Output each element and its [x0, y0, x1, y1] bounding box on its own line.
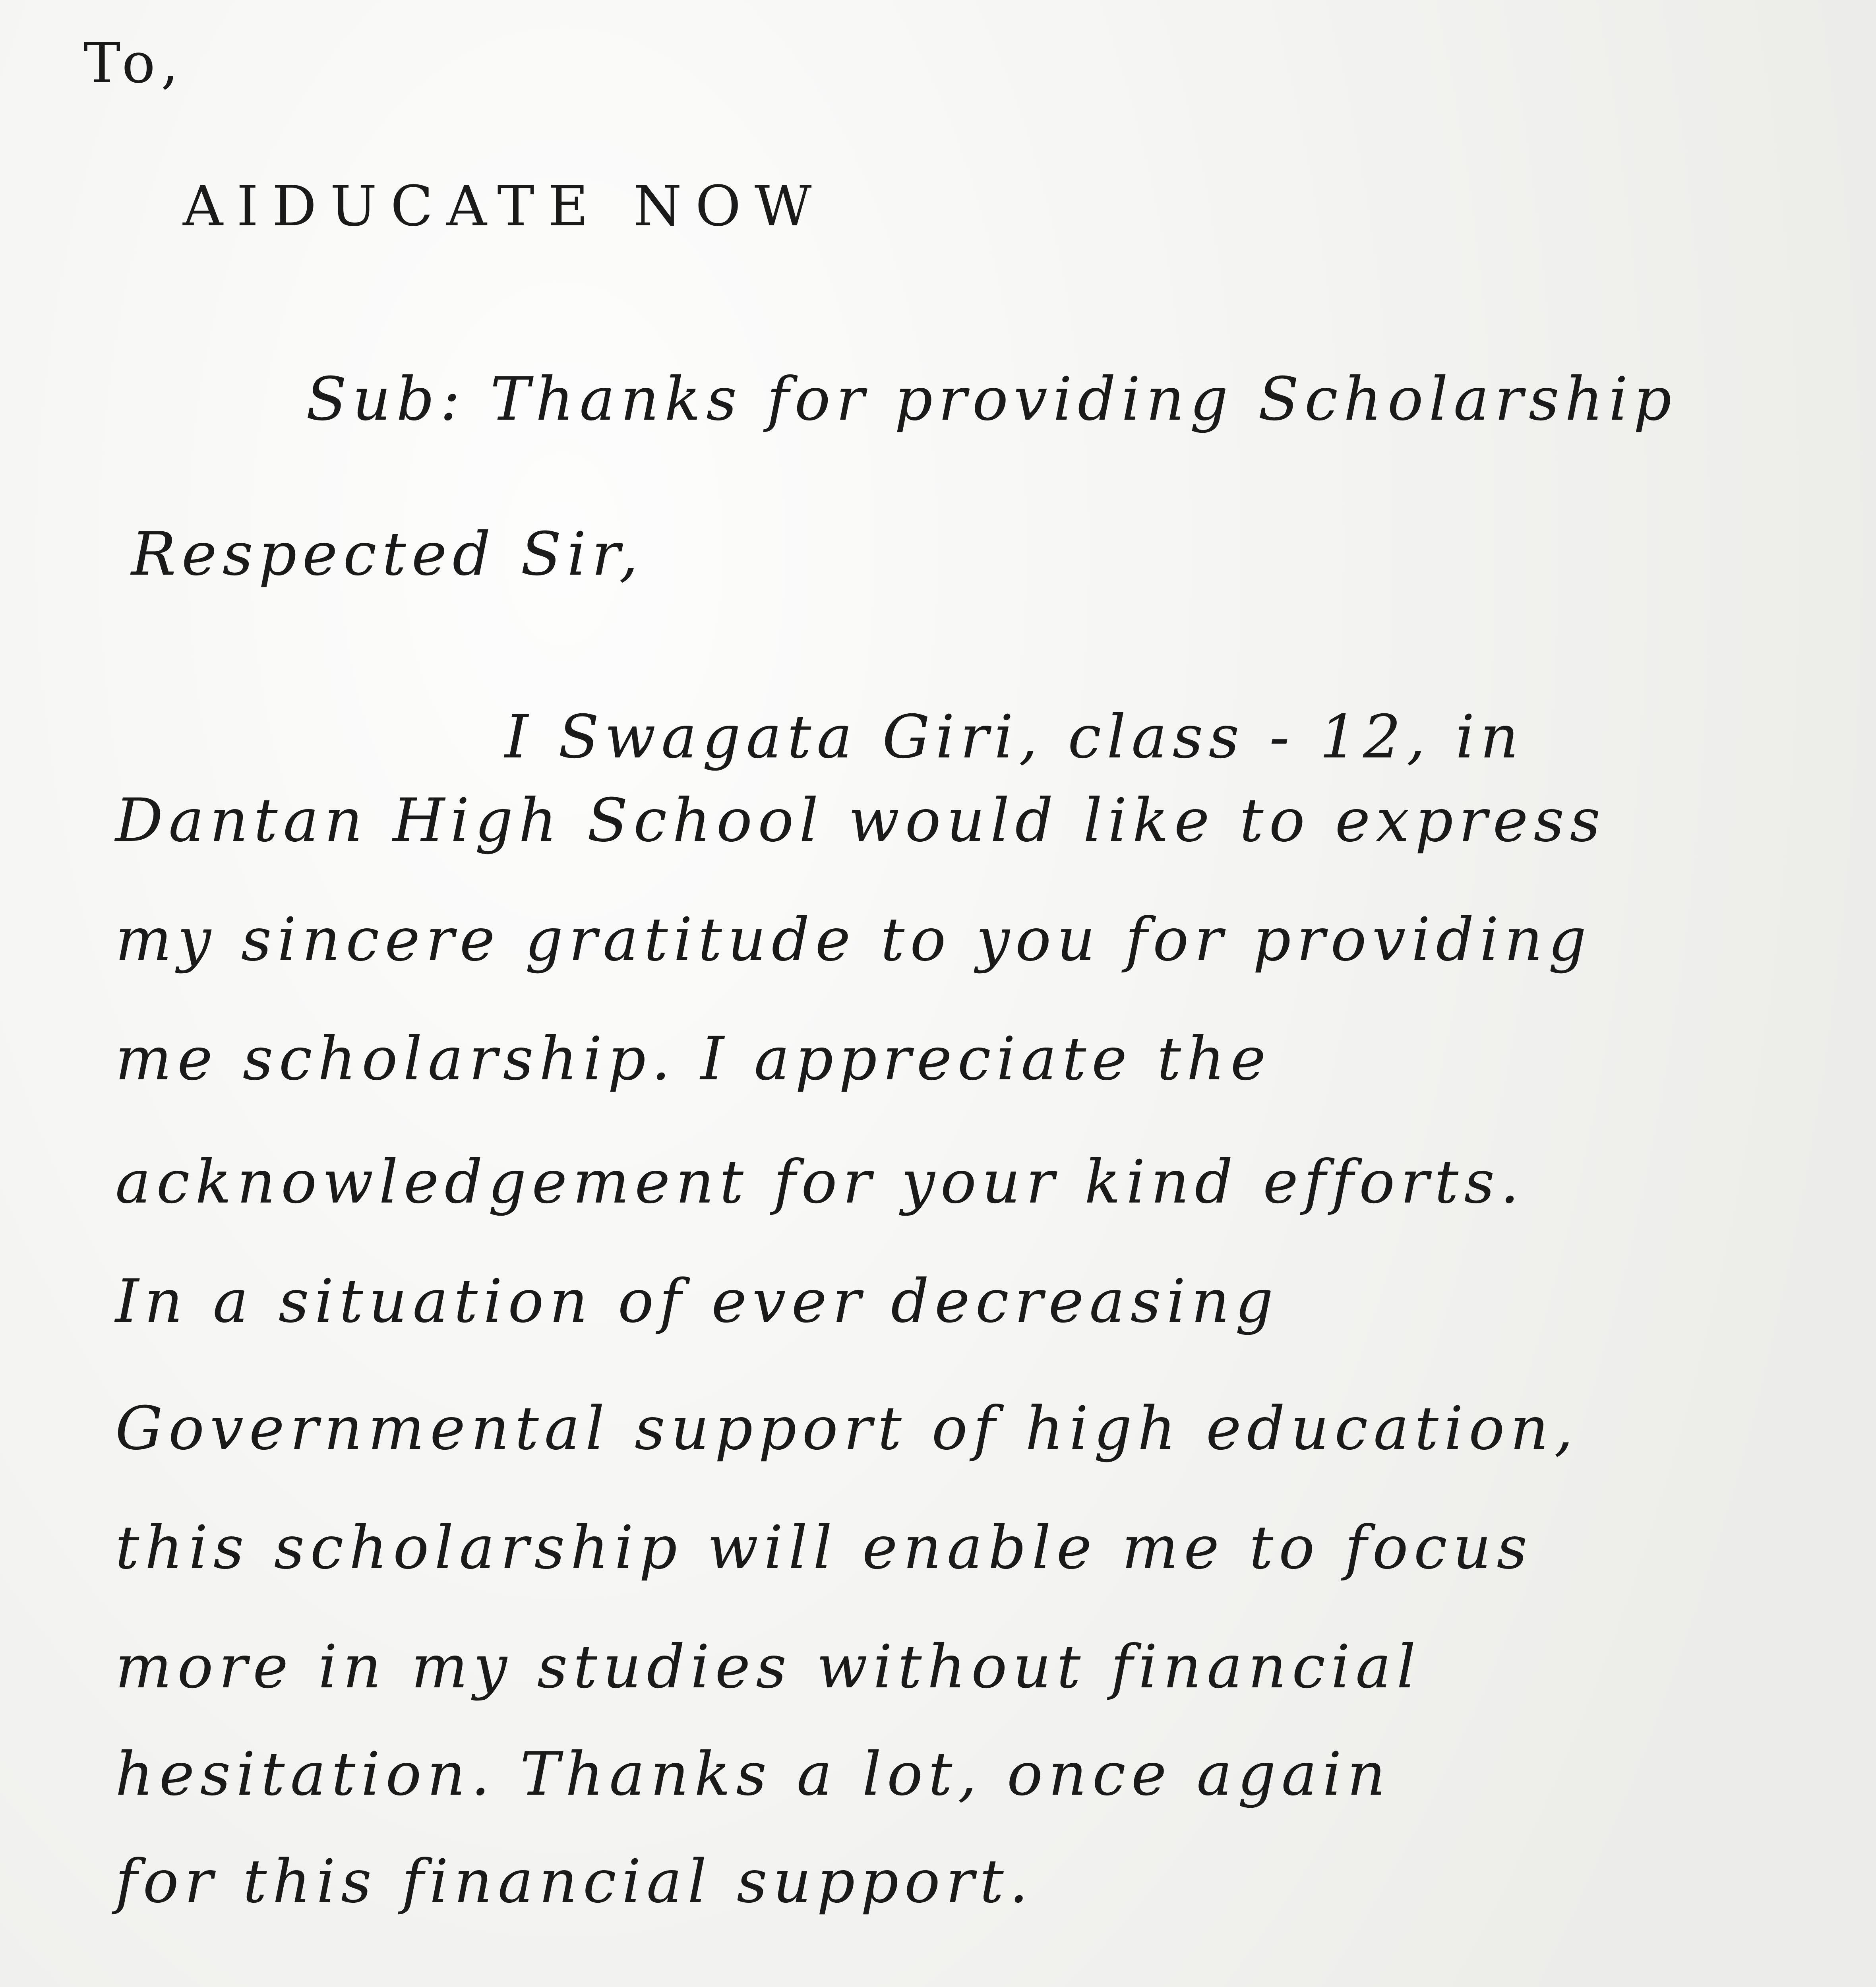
body-line: Governmental support of high education, — [115, 1394, 1579, 1463]
letter-to: To, — [83, 31, 184, 96]
body-line: hesitation. Thanks a lot, once again — [115, 1740, 1391, 1809]
body-line: In a situation of ever decreasing — [115, 1267, 1279, 1336]
letter-recipient: AIDUCATE NOW — [183, 174, 825, 239]
body-line: Dantan High School would like to express — [115, 786, 1606, 855]
body-line: I Swagata Giri, class - 12, in — [505, 703, 1524, 772]
body-line: for this financial support. — [115, 1847, 1034, 1916]
letter-subject: Sub: Thanks for providing Scholarship — [306, 365, 1677, 434]
body-line: me scholarship. I appreciate the — [115, 1024, 1272, 1094]
body-line: more in my studies without financial — [115, 1633, 1421, 1702]
body-line: my sincere gratitude to you for providing — [115, 905, 1592, 974]
body-line: this scholarship will enable me to focus — [115, 1513, 1533, 1582]
letter-salutation: Respected Sir, — [131, 520, 644, 589]
body-line: acknowledgement for your kind efforts. — [115, 1148, 1525, 1217]
